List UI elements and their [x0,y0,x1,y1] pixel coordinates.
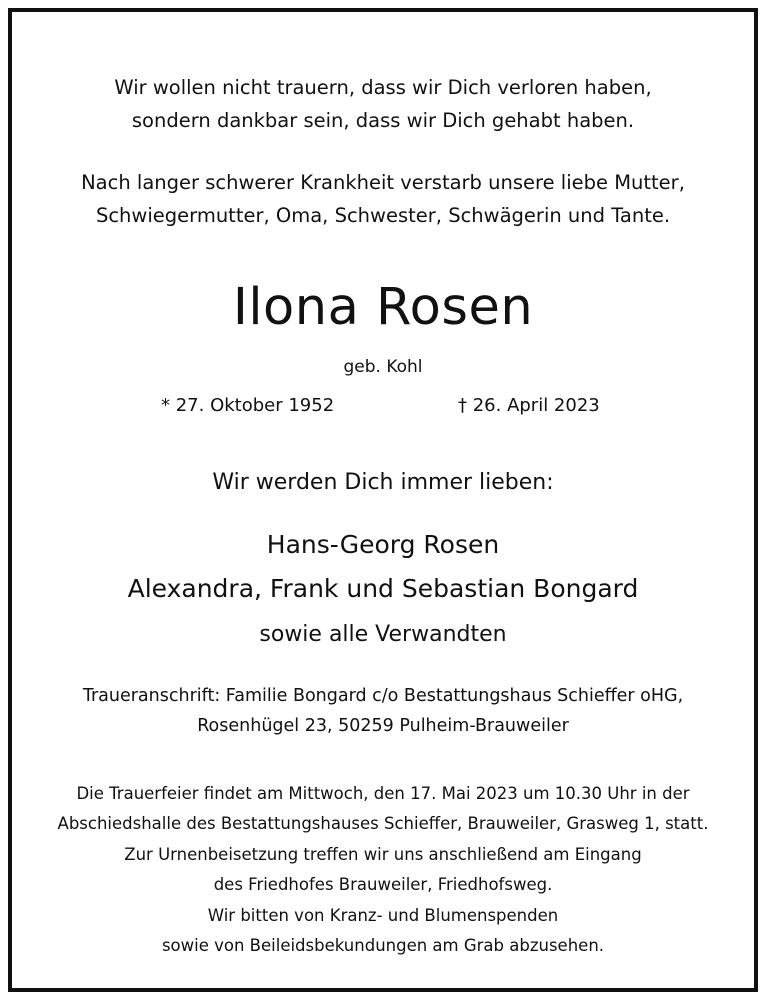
relatives-line: sowie alle Verwandten [259,622,507,647]
mourner-line-2: Alexandra, Frank und Sebastian Bongard [127,574,639,603]
quote-line-1: Wir wollen nicht trauern, dass wir Dich verloren haben, [114,76,652,99]
service-info-line-3: Zur Urnenbeisetzung treffen wir uns anschließend am Eingang [124,845,642,864]
announcement-line-1: Nach langer schwerer Krankheit verstarb unsere liebe Mutter, [81,171,685,194]
death-date: † 26. April 2023 [458,395,600,416]
service-info-line-6: sowie von Beileidsbekundungen am Grab abzusehen. [161,936,605,955]
service-info-line-2: Abschiedshalle des Bestattungshauses Schieffer, Brauweiler, Grasweg 1, statt. [57,814,709,833]
deceased-name: Ilona Rosen [232,278,534,337]
address-line-1: Traueranschrift: Familie Bongard c/o Bestattungshaus Schieffer oHG, [82,686,684,706]
mourner-line-1: Hans-Georg Rosen [266,530,500,559]
quote-line-2: sondern dankbar sein, dass wir Dich gehabt haben. [131,109,635,132]
love-line: Wir werden Dich immer lieben: [212,470,554,495]
service-info-line-1: Die Trauerfeier findet am Mittwoch, den 17. Mai 2023 um 10.30 Uhr in der [76,784,690,803]
birth-date: * 27. Oktober 1952 [161,395,335,416]
maiden-name: geb. Kohl [343,357,423,377]
announcement-line-2: Schwiegermutter, Oma, Schwester, Schwägerin und Tante. [95,204,671,227]
service-info-line-5: Wir bitten von Kranz- und Blumenspenden [207,906,559,925]
address-line-2: Rosenhügel 23, 50259 Pulheim-Brauweiler [197,716,569,736]
service-info-line-4: des Friedhofes Brauweiler, Friedhofsweg. [213,875,553,894]
